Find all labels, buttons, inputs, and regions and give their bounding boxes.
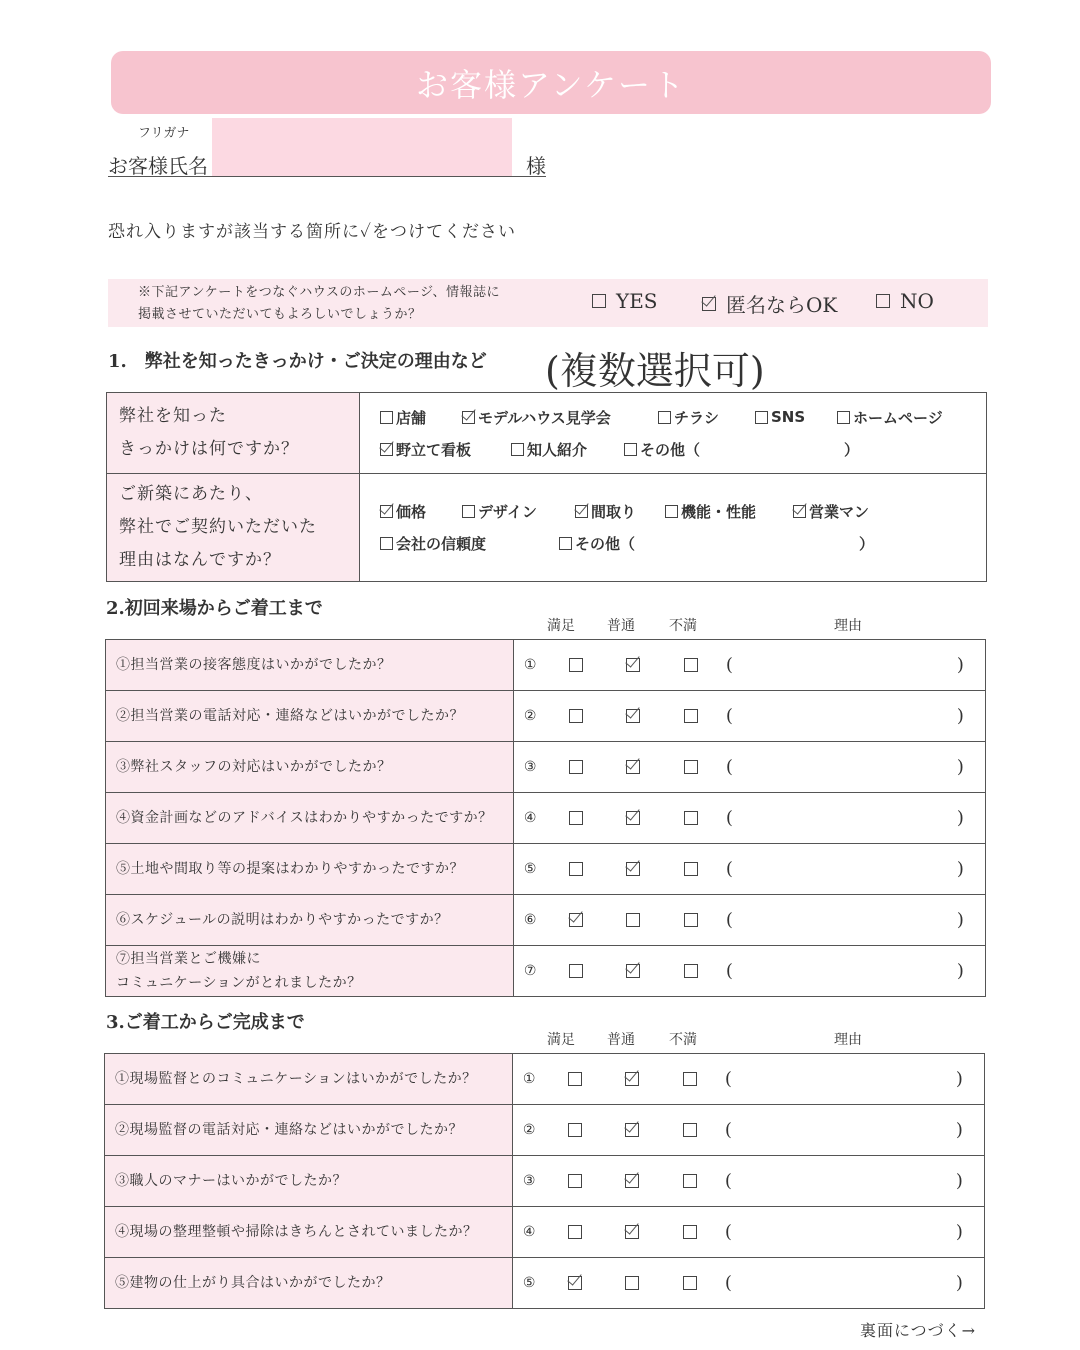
option-trust[interactable] [380,533,559,554]
survey-title: お客様アンケート [415,65,687,104]
question-cell [106,844,514,895]
normal-checkbox[interactable] [626,811,640,825]
consent-question-line1: ※下記アンケートをつなぐハウスのホームページ、情報誌に [138,285,501,300]
table-row [105,1207,985,1258]
answer-cell [512,1105,984,1156]
option-row [380,401,966,433]
question-cell [105,1105,513,1156]
satisfied-checkbox[interactable] [569,658,583,672]
option-salesperson[interactable] [793,501,869,522]
unsatisfied-checkbox[interactable] [684,658,698,672]
normal-checkbox[interactable] [626,964,640,978]
column-satisfied: 満足 [547,618,575,634]
normal-checkbox[interactable] [625,1123,639,1137]
option-model-house[interactable] [462,407,658,428]
unsatisfied-checkbox[interactable] [684,709,698,723]
reason-input[interactable] [738,1113,948,1147]
normal-checkbox[interactable] [626,709,640,723]
normal-checkbox[interactable] [626,658,640,672]
consent-option-yes[interactable] [592,289,658,313]
unsatisfied-checkbox[interactable] [684,862,698,876]
reason-close-paren: ) [955,1119,963,1141]
section2-table [105,639,986,997]
question-cell [106,895,514,946]
question-cell [106,793,514,844]
row-number: ⑤ [522,1275,536,1291]
option-label: 店舗 [396,408,427,427]
reason-input[interactable] [739,699,949,733]
question-line: ⑤建物の仕上がり具合はいかがでしたか？ [115,1275,391,1291]
reason-close-paren: ) [956,960,964,982]
table-row [107,474,987,582]
reason-input[interactable] [739,954,949,988]
option-label: その他（ [575,535,636,553]
reason-open-paren: ( [725,705,733,727]
option-flyer[interactable] [658,407,755,428]
table-row [106,742,986,793]
reason-input[interactable] [738,1215,948,1249]
checkbox[interactable] [837,411,850,424]
question-line: ④現場の整理整頓や掃除はきちんとされていましたか？ [115,1224,478,1240]
column-unsatisfied: 不満 [669,1032,697,1048]
instruction-text: 恐れ入りますが該当する箇所に✓をつけてください [108,222,516,242]
reason-input[interactable] [739,903,949,937]
option-performance[interactable] [665,501,793,522]
option-signboard[interactable] [380,439,511,460]
question-cell [106,691,514,742]
row-number: ③ [522,1173,536,1189]
option-label: チラシ [674,408,720,427]
name-label: お客様氏名 [108,154,208,178]
reason-close-paren: ) [956,807,964,829]
unsatisfied-checkbox[interactable] [684,760,698,774]
column-normal: 普通 [607,618,635,634]
answer-cell [513,640,985,691]
unsatisfied-checkbox[interactable] [683,1072,697,1086]
checkbox[interactable] [624,443,637,456]
question-line: ②現場監督の電話対応・連絡などはいかがでしたか？ [115,1122,463,1138]
unsatisfied-checkbox[interactable] [683,1174,697,1188]
question-line: 弊社を知った [119,406,227,426]
reason-input[interactable] [739,750,949,784]
row-number: ② [523,708,537,724]
checkbox[interactable] [665,505,678,518]
satisfied-checkbox[interactable] [568,1072,582,1086]
options-cell [360,474,987,582]
option-price[interactable] [380,501,462,522]
answer-cell [512,1207,984,1258]
option-sns[interactable] [755,408,837,426]
continue-on-back: 裏面につづく→ [860,1321,977,1340]
option-label: 機能・性能 [681,503,757,521]
unsatisfied-checkbox[interactable] [683,1123,697,1137]
consent-no-label: NO [900,289,934,313]
reason-open-paren: ( [724,1068,732,1090]
reason-close-paren: ) [956,654,964,676]
satisfied-checkbox[interactable] [569,760,583,774]
checkbox[interactable] [793,505,806,518]
option-other[interactable] [559,533,859,554]
satisfied-checkbox[interactable] [569,709,583,723]
checkbox[interactable] [380,411,393,424]
question-line: ①担当営業の接客態度はいかがでしたか？ [116,657,392,673]
question-line: ③弊社スタッフの対応はいかがでしたか？ [116,759,392,775]
question-line: ①現場監督とのコミュニケーションはいかがでしたか？ [115,1071,477,1087]
column-unsatisfied: 不満 [669,618,697,634]
question-cell [107,474,360,582]
option-label: 知人紹介 [527,440,588,459]
row-number: ⑦ [523,963,537,979]
name-underline [108,176,546,177]
option-label: 営業マン [809,503,870,521]
satisfied-checkbox[interactable] [568,1225,582,1239]
checkbox[interactable] [462,411,475,424]
furigana-label: フリガナ [138,126,190,141]
table-row [107,393,987,474]
question-line: ⑦担当営業とご機嫌に [116,951,261,967]
options-cell [360,393,987,474]
table-row [105,1156,985,1207]
normal-checkbox[interactable] [625,1072,639,1086]
option-design[interactable] [462,501,575,522]
question-cell [105,1054,513,1105]
reason-open-paren: ( [725,756,733,778]
option-referral[interactable] [511,439,624,460]
table-row [106,946,986,997]
question-line: 弊社でご契約いただいた [119,517,317,537]
reason-open-paren: ( [724,1119,732,1141]
question-line: ④資金計画などのアドバイスはわかりやすかったですか？ [116,810,493,826]
option-other[interactable] [624,439,844,460]
reason-open-paren: ( [725,807,733,829]
option-row [380,528,966,560]
section3-title: 3.ご着工からご完成まで [106,1012,305,1033]
question-cell [105,1156,513,1207]
unsatisfied-checkbox[interactable] [684,811,698,825]
satisfied-checkbox[interactable] [568,1174,582,1188]
table-row [105,1105,985,1156]
reason-open-paren: ( [724,1272,732,1294]
option-homepage[interactable] [837,407,943,428]
honorific: 様 [526,154,546,178]
reason-close-paren: ) [955,1170,963,1192]
consent-no-checkbox[interactable] [876,294,890,308]
row-number: ③ [523,759,537,775]
reason-close-paren: ) [956,909,964,931]
consent-yes-checkbox[interactable] [592,294,606,308]
satisfied-checkbox[interactable] [569,862,583,876]
question-line: ご新築にあたり、 [119,484,263,504]
question-line: ②担当営業の電話対応・連絡などはいかがでしたか？ [116,708,464,724]
consent-option-no[interactable] [876,289,934,313]
table-row [105,1054,985,1105]
reason-open-paren: ( [724,1221,732,1243]
row-number: ④ [522,1224,536,1240]
table-row [106,844,986,895]
consent-option-anonymous[interactable] [702,289,837,318]
reason-close-paren: ) [955,1068,963,1090]
reason-input[interactable] [739,648,949,682]
checkbox[interactable] [511,443,524,456]
answer-cell [513,844,985,895]
answer-cell [512,1156,984,1207]
reason-open-paren: ( [725,960,733,982]
normal-checkbox[interactable] [625,1174,639,1188]
option-label: 価格 [396,503,427,521]
satisfied-checkbox[interactable] [569,811,583,825]
option-row [380,496,966,528]
row-number: ① [523,657,537,673]
row-number: ① [522,1071,536,1087]
consent-anonymous-label: 匿名ならOK [726,293,838,317]
normal-checkbox[interactable] [626,760,640,774]
unsatisfied-checkbox[interactable] [683,1276,697,1290]
option-label: 会社の信頼度 [396,535,487,553]
answer-cell [513,895,985,946]
unsatisfied-checkbox[interactable] [684,913,698,927]
checkbox[interactable] [658,411,671,424]
reason-input[interactable] [738,1164,948,1198]
question-line: 理由はなんですか？ [119,550,281,570]
satisfied-checkbox[interactable] [569,964,583,978]
column-satisfied: 満足 [547,1032,575,1048]
reason-close-paren: ) [955,1272,963,1294]
section3-table [104,1053,985,1309]
normal-checkbox[interactable] [626,862,640,876]
table-row [106,691,986,742]
column-reason: 理由 [834,618,862,634]
reason-open-paren: ( [725,909,733,931]
checkbox[interactable] [559,537,572,550]
row-number: ② [522,1122,536,1138]
reason-close-paren: ) [956,756,964,778]
row-number: ④ [523,810,537,826]
question-cell [106,640,514,691]
section1-table [106,392,987,582]
question-line: コミュニケーションがとれましたか？ [116,975,362,991]
unsatisfied-checkbox[interactable] [683,1225,697,1239]
checkbox[interactable] [380,505,393,518]
checkbox[interactable] [380,537,393,550]
survey-title-banner [111,51,991,114]
consent-question [138,282,500,326]
question-cell [106,742,514,793]
answer-cell [513,793,985,844]
option-label: ホームページ [853,408,943,427]
satisfied-checkbox[interactable] [569,913,583,927]
option-label: 野立て看板 [396,440,472,459]
reason-close-paren: ) [955,1221,963,1243]
row-number: ⑥ [523,912,537,928]
option-label: その他（ [640,440,701,459]
option-label: デザイン [478,503,537,521]
option-label: モデルハウス見学会 [478,408,611,427]
table-row [105,1258,985,1309]
table-row [106,640,986,691]
question-line: ⑥スケジュールの説明はわかりやすかったですか？ [116,912,449,928]
question-cell [107,393,360,474]
answer-cell [513,946,985,997]
other-close-paren: ） [859,535,875,553]
answer-cell [512,1054,984,1105]
question-line: きっかけは何ですか？ [119,439,299,459]
option-row [380,433,966,465]
reason-open-paren: ( [724,1170,732,1192]
question-cell [106,946,514,997]
normal-checkbox[interactable] [625,1225,639,1239]
name-field[interactable] [212,118,512,176]
column-reason: 理由 [834,1032,862,1048]
consent-yes-label: YES [616,289,658,313]
reason-open-paren: ( [725,858,733,880]
unsatisfied-checkbox[interactable] [684,964,698,978]
reason-close-paren: ) [956,705,964,727]
normal-checkbox[interactable] [625,1276,639,1290]
reason-input[interactable] [739,801,949,835]
answer-cell [513,742,985,793]
section1-title: 1. 弊社を知ったきっかけ・ご決定の理由など [108,351,487,372]
section2-title: 2.初回来場からご着工まで [106,598,323,619]
multi-select-note: (複数選択可) [545,349,765,393]
satisfied-checkbox[interactable] [568,1276,582,1290]
other-close-paren: ） [844,440,860,459]
answer-cell [513,691,985,742]
question-line: ⑤土地や間取り等の提案はわかりやすかったですか？ [116,861,464,877]
option-store[interactable] [380,407,462,428]
checkbox[interactable] [755,411,768,424]
consent-question-line2: 掲載させていただいてもよろしいでしょうか？ [138,307,422,322]
question-cell [105,1207,513,1258]
reason-close-paren: ) [956,858,964,880]
question-line: ③職人のマナーはいかがでしたか？ [115,1173,347,1189]
column-normal: 普通 [607,1032,635,1048]
checkbox[interactable] [380,443,393,456]
table-row [106,895,986,946]
table-row [106,793,986,844]
satisfied-checkbox[interactable] [568,1123,582,1137]
option-label: SNS [771,408,806,426]
checkbox[interactable] [575,505,588,518]
consent-anonymous-checkbox[interactable] [702,297,716,311]
answer-cell [512,1258,984,1309]
reason-input[interactable] [738,1266,948,1300]
question-cell [105,1258,513,1309]
checkbox[interactable] [462,505,475,518]
reason-input[interactable] [739,852,949,886]
option-floorplan[interactable] [575,501,665,522]
normal-checkbox[interactable] [626,913,640,927]
reason-input[interactable] [738,1062,948,1096]
row-number: ⑤ [523,861,537,877]
reason-open-paren: ( [725,654,733,676]
option-label: 間取り [591,503,637,521]
